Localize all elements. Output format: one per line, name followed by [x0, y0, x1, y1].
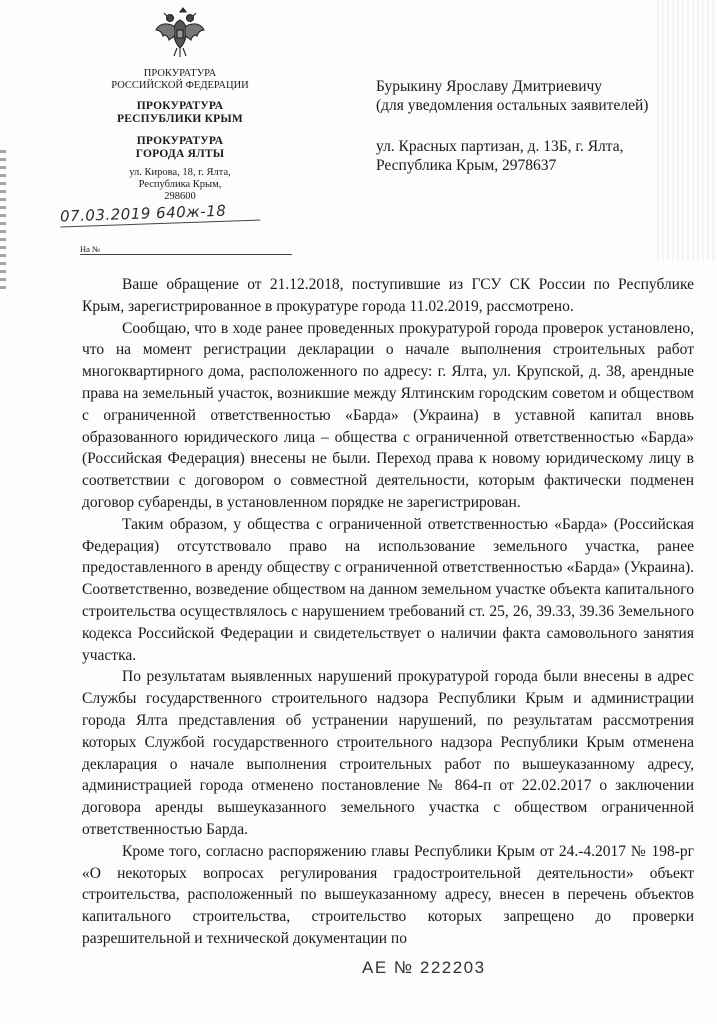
body-paragraph: По результатам выявленных нарушений прокуратурой города были внесены в адрес Службы государственного строительного надзора Республики Крым и администрации города Ялта представления об устранении нарушений, по результатам рассмотрения которых Службой государственного строительного надзора Республики Крым отменена декларация о начале выполнения строительных работ по вышеуказанному адресу, администрацией города отменено постановление № 864-п от 22.02.2017 о заключении договора аренды вышеуказанного земельного участка с обществом ограниченной ответственностью Барда.: [82, 668, 694, 838]
recipient-address: ул. Красных партизан, д. 13Б, г. Ялта,: [376, 137, 624, 155]
body-paragraph: Сообщаю, что в ходе ранее проведенных прокуратурой города проверок установлено, что на момент регистрации декларации о начале выполнения строительных работ многоквартирного дома, расположенного по адресу: г. Ялта, ул. Крупской, д. 38, арендные права на земельный участок, возникшие между Ялтинским городским советом и обществом с ограниченной ответственностью «Барда» (Украина) в уставной капитал вновь образованного юридического лица – общества с ограниченной ответственностью «Барда» (Российская Федерация) внесены не были. Переход права к новому юридическому лицу в соответствии с договором о совместной деятельности, которым фактически подменен договор субаренды, в установленном порядке не зарегистрирован.: [82, 319, 694, 511]
issuer-block: [110, 68, 250, 203]
issuer-line: РЕСПУБЛИКИ КРЫМ: [117, 113, 243, 126]
recipient-note: (для уведомления остальных заявителей): [376, 96, 649, 114]
issuer-line: ПРОКУРАТУРА: [136, 134, 224, 147]
form-serial-number: АЕ № 222203: [362, 958, 486, 977]
issuer-line: ПРОКУРАТУРА: [136, 100, 224, 113]
reference-number-field: На №: [80, 244, 292, 255]
issuer-line: ГОРОДА ЯЛТЫ: [135, 147, 225, 160]
handwritten-date-reference: 07.03.2019 640ж-18: [60, 201, 261, 228]
issuer-line: ПРОКУРАТУРА: [143, 68, 217, 79]
letter-body: [82, 274, 694, 950]
body-paragraph: Кроме того, согласно распоряжению главы Республики Крым от 24.-4.2017 № 198-рг «О некоторых вопросах регулирования градостроительной деятельности» объект строительства, расположенный по вышеуказанному адресу, внесен в перечень объектов капитального строительства, строительство которых запрещено до проверки разрешительной и технической документации по: [82, 842, 694, 947]
recipient-block: [376, 78, 696, 176]
body-paragraph: Таким образом, у общества с ограниченной ответственностью «Барда» (Российская Федерация) отсутствовало право на использование земельного участка, ранее предоставленного в аренду обществу с ограниченной ответственностью «Барда» (Украина). Соответственно, возведение обществом на данном земельном участке объекта капитального строительства осуществлялось с нарушением требований ст. 25, 26, 39.33, 39.36 Земельного кодекса Российской Федерации и свидетельствует о наличии факта самовольного занятия участка.: [82, 515, 694, 664]
issuer-address: ул. Кирова, 18, г. Ялта,: [129, 167, 231, 178]
scan-artifact-left: [0, 150, 6, 290]
body-paragraph: Ваше обращение от 21.12.2018, поступившие из ГСУ СК России по Республике Крым, зарегистрированное в прокуратуре города 11.02.2019, рассмотрено.: [82, 276, 694, 315]
recipient-address: Республика Крым, 2978637: [376, 156, 557, 174]
recipient-name: Бурыкину Ярославу Дмитриевичу: [376, 78, 603, 95]
issuer-address: 298600: [164, 191, 196, 203]
double-headed-eagle-emblem-icon: [153, 6, 207, 62]
issuer-line: РОССИЙСКОЙ ФЕДЕРАЦИИ: [111, 80, 249, 92]
issuer-address: Республика Крым,: [138, 179, 222, 191]
